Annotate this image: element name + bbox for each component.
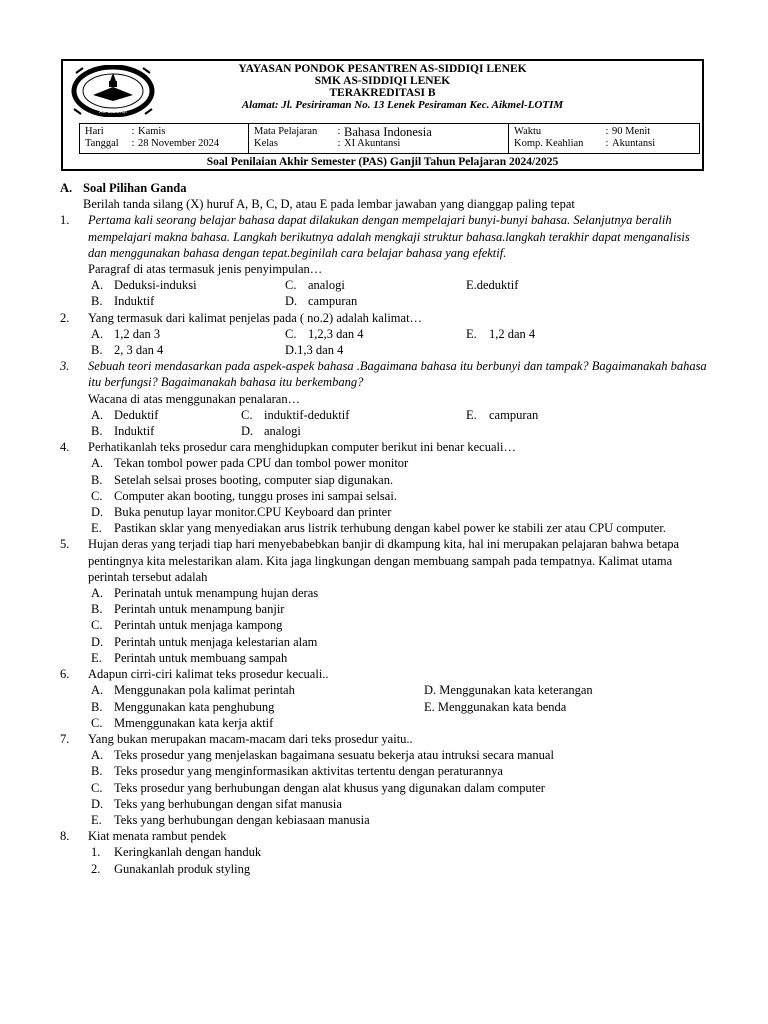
option[interactable]: D. Menggunakan kata keterangan (424, 683, 593, 698)
option[interactable]: D. Teks yang berhubungan dengan sifat manusia (91, 796, 342, 811)
date-label: Tanggal (85, 138, 119, 149)
option[interactable]: E. Teks yang berhubungan dengan kebiasaan manusia (91, 812, 370, 827)
option[interactable]: D. analogi (241, 424, 301, 439)
major-label: Komp. Keahlian (514, 138, 584, 149)
option[interactable]: E. Menggunakan kata benda (424, 699, 567, 714)
question-2: 2. Yang termasuk dari kalimat penjelas pada ( no.2) adalah kalimat… A. 1,2 dan 3 C. 1,2,3 dan 4 E. 1,2 dan 4 B. 2, 3 dan 4 D.1,3 dan 4 (60, 310, 710, 359)
question-sheet (60, 180, 710, 877)
options (88, 585, 710, 666)
option[interactable]: D. Perintah untuk menjaga kelestarian alam (91, 634, 318, 649)
question-text: Perhatikanlah teks prosedur cara menghidupkan computer berikut ini benar kecuali… (88, 440, 516, 455)
option[interactable]: A. Menggunakan pola kalimat perintah (91, 683, 295, 698)
option[interactable]: B. Setelah selsai proses booting, computer siap digunakan. (91, 472, 394, 487)
question-text: Hujan deras yang terjadi tiap hari menyebabebkan banjir di dkampung kita, hal ini merupakan pelajaran bahwa betapa pentingnya kita melestarikan alam. Kita jaga lingkungan dengan membuang sampah pada tempatnya. Kalimat utama perintah tersebut adalah (88, 537, 680, 584)
option[interactable]: E. Perintah untuk membuang sampah (91, 650, 288, 665)
question-5: 5. Hujan deras yang terjadi tiap hari menyebabebkan banjir di dkampung kita, hal ini merupakan pelajaran bahwa betapa pentingnya kita melestarikan alam. Kita jaga lingkungan dengan membuang sampah pada tempatnya. Kalimat utama perintah tersebut adalah A. Perinatah untuk menampung hujan deras B. Perintah untuk menampung banjir C. Perintah untuk menjaga kampong D. Perintah untuk menjaga kelestarian alam E. Perintah untuk membuang sampah (60, 536, 710, 666)
subject-label: Mata Pelajaran (254, 126, 318, 137)
option[interactable]: C. Teks prosedur yang berhubungan dengan alat khusus yang digunakan dalam computer (91, 780, 545, 795)
list-item: 1. Keringkanlah dengan handuk (91, 845, 262, 860)
info-col-date: Hari : Kamis Tanggal : 28 November 2024 (80, 124, 249, 153)
question-text: Kiat menata rambut pendek (88, 829, 227, 844)
accreditation: TERAKREDITASI B (329, 87, 436, 99)
option[interactable]: C. 1,2,3 dan 4 (285, 326, 364, 341)
question-1: 1. Pertama kali seorang belajar bahasa dapat dilakukan dengan mempelajari bunyi-bunyi bahasa. Selanjutnya beralih mempelajari makna bahasa. Langkah berikutnya adalah mengkaji struktur bahasa.langkah terakhir dapat menganalisis dan menggunakan bahasa dengan tepat.beginilah cara belajar bahasa yang efektif. Paragraf di atas termasuk jenis penyimpulan… A. Deduksi-induksi C. analogi E.deduktif B. Induktif D. campuran (60, 212, 710, 309)
option[interactable]: B. Teks prosedur yang menginformasikan aktivitas tertentu dengan peraturannya (91, 764, 503, 779)
option[interactable]: E.deduktif (466, 278, 519, 293)
option[interactable]: B. 2, 3 dan 4 (91, 343, 164, 358)
question-text: Wacana di atas menggunakan penalaran… (88, 391, 301, 406)
options (88, 407, 710, 439)
option[interactable]: E. campuran (466, 407, 539, 422)
option[interactable]: D. campuran (285, 294, 358, 309)
time-label: Waktu (514, 126, 542, 137)
class-label: Kelas (254, 138, 278, 149)
question-text: Adapun cirri-ciri kalimat teks prosedur kecuali.. (88, 667, 329, 682)
foundation-name: YAYASAN PONDOK PESANTREN AS-SIDDIQI LENEK (238, 63, 527, 75)
option[interactable]: A. 1,2 dan 3 (91, 326, 161, 341)
exam-title: Soal Penilaian Akhir Semester (PAS) Ganjil Tahun Pelajaran 2024/2025 (206, 156, 559, 168)
question-3: 3. Sebuah teori mendasarkan pada aspek-aspek bahasa .Bagaimana bahasa itu berbunyi dan tampak? Bagaimanakah bahasa itu berfungsi? Bagaimanakah bahasa itu berkembang? Wacana di atas menggunakan penalaran… A. Deduktif C. induktif-deduktif E. campuran B. Induktif D. analogi (60, 358, 710, 439)
date-value: 28 November 2024 (138, 138, 220, 149)
options (88, 277, 710, 309)
option[interactable]: C. analogi (285, 278, 345, 293)
option[interactable]: A. Tekan tombol power pada CPU dan tombol power monitor (91, 456, 409, 471)
school-name: SMK AS-SIDDIQI LENEK (314, 75, 451, 87)
option[interactable]: E. 1,2 dan 4 (466, 326, 536, 341)
option[interactable]: A. Perinatah untuk menampung hujan deras (91, 586, 319, 601)
option[interactable]: D.1,3 dan 4 (285, 343, 344, 358)
day-label: Hari (85, 126, 104, 137)
info-col-time: Waktu : 90 Menit Komp. Keahlian : Akuntansi (514, 126, 656, 149)
question-text: Yang bukan merupakan macam-macam dari teks prosedur yaitu.. (88, 731, 413, 746)
exam-info-table (79, 123, 700, 154)
option[interactable]: A. Deduksi-induksi (91, 278, 197, 293)
option[interactable]: A. Deduktif (91, 407, 159, 422)
svg-text:AS-SIDDIQI: AS-SIDDIQI (99, 109, 127, 115)
option[interactable]: B. Induktif (91, 424, 155, 439)
option[interactable]: B. Perintah untuk menampung banjir (91, 602, 285, 617)
option[interactable]: C. Perintah untuk menjaga kampong (91, 618, 283, 633)
options (88, 326, 710, 358)
option[interactable]: B. Induktif (91, 294, 155, 309)
option[interactable]: E. Pastikan sklar yang menyediakan arus listrik terhubung dengan kabel power ke stabili zer atau CPU computer. (91, 521, 666, 536)
question-text: Yang termasuk dari kalimat penjelas pada ( no.2) adalah kalimat… (88, 310, 423, 325)
question-6: 6. Adapun cirri-ciri kalimat teks prosedur kecuali.. A. Menggunakan pola kalimat perintah D. Menggunakan kata keterangan B. Menggunakan kata penghubung E. Menggunakan kata benda C. Mmenggunakan kata kerja aktif (60, 666, 710, 731)
section-title: A. Soal Pilihan Ganda (60, 181, 187, 195)
question-8: 8. Kiat menata rambut pendek 1. Keringkanlah dengan handuk 2. Gunakanlah produk styling (60, 828, 710, 877)
option[interactable]: A. Teks prosedur yang menjelaskan bagaimana sesuatu bekerja atau intruksi secara manual (91, 748, 554, 763)
options (88, 747, 710, 828)
day-value: Kamis (138, 126, 166, 137)
options (88, 455, 710, 536)
option[interactable]: B. Menggunakan kata penghubung (91, 699, 275, 714)
steps (88, 844, 710, 876)
list-item: 2. Gunakanlah produk styling (91, 861, 251, 876)
option[interactable]: C. Computer akan booting, tunggu proses ini sampai selsai. (91, 488, 397, 503)
question-passage: Sebuah teori mendasarkan pada aspek-aspek bahasa .Bagaimana bahasa itu berbunyi dan tampak? Bagaimanakah bahasa itu berfungsi? Bagaimanakah bahasa itu berkembang? (88, 359, 707, 390)
subject-value: Bahasa Indonesia (344, 125, 432, 139)
option[interactable]: C. induktif-deduktif (241, 407, 350, 422)
school-address: Alamat: Jl. Pesiriraman No. 13 Lenek Pesiraman Kec. Aikmel-LOTIM (241, 99, 564, 111)
info-col-subject: Mata Pelajaran : Bahasa Indonesia Kelas : XI Akuntansi (249, 124, 509, 153)
option[interactable]: C. Mmenggunakan kata kerja aktif (91, 715, 274, 730)
question-7: 7. Yang bukan merupakan macam-macam dari teks prosedur yaitu.. A. Teks prosedur yang menjelaskan bagaimana sesuatu bekerja atau intruksi secara manual B. Teks prosedur yang menginformasikan aktivitas tertentu dengan peraturannya C. Teks prosedur yang berhubungan dengan alat khusus yang digunakan dalam computer D. Teks yang berhubungan dengan sifat manusia E. Teks yang berhubungan dengan kebiasaan manusia (60, 731, 710, 828)
letterhead (61, 59, 704, 171)
time-value: 90 Menit (612, 126, 651, 137)
question-passage: Pertama kali seorang belajar bahasa dapat dilakukan dengan mempelajari bunyi-bunyi bahasa. Selanjutnya beralih mempelajari makna bahasa. Langkah berikutnya adalah mengkaji struktur bahasa.langkah terakhir dapat menganalisis dan menggunakan bahasa dengan tepat.beginilah cara belajar bahasa yang efektif. (88, 213, 690, 260)
options (88, 682, 710, 731)
section-instruction: Berilah tanda silang (X) huruf A, B, C, D, atau E pada lembar jawaban yang dianggap paling tepat (83, 197, 575, 212)
major-value: Akuntansi (612, 138, 656, 149)
option[interactable]: D. Buka penutup layar monitor.CPU Keyboard dan printer (91, 505, 392, 520)
class-value: XI Akuntansi (344, 138, 401, 149)
question-4: 4. Perhatikanlah teks prosedur cara menghidupkan computer berikut ini benar kecuali… A. Tekan tombol power pada CPU dan tombol power monitor B. Setelah selsai proses booting, computer siap digunakan. C. Computer akan booting, tunggu proses ini sampai selsai. D. Buka penutup layar monitor.CPU Keyboard dan printer E. Pastikan sklar yang menyediakan arus listrik terhubung dengan kabel power ke stabili zer atau CPU computer. (60, 439, 710, 536)
question-text: Paragraf di atas termasuk jenis penyimpulan… (88, 262, 323, 277)
